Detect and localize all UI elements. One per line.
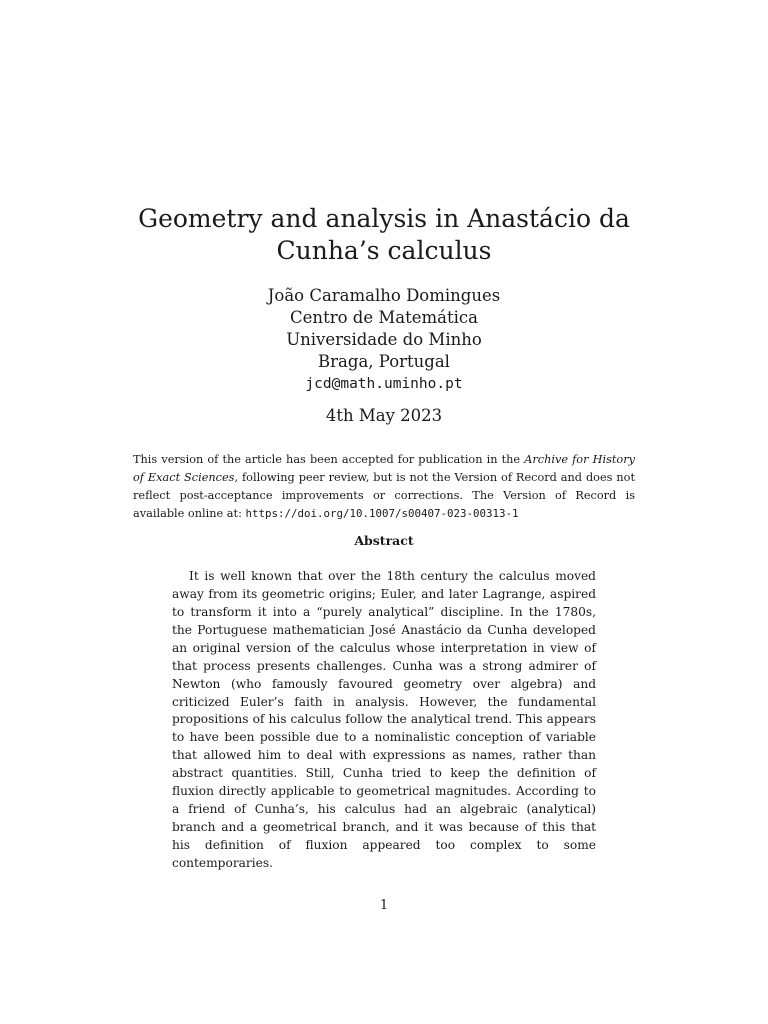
abstract-body: It is well known that over the 18th century the calculus moved away from its geometric origins; Euler, and later Lagrange, aspired to transform it into a “purely analytical” discipline. In the 1780s, the Portuguese mathematician José Anastácio da Cunha developed an original version of the calculus whose interpretation in view of that process presents challenges. Cunha was a strong admirer of Newton (who famously favoured geometry over algebra) and criticized Euler’s faith in analysis. However, the fundamental propositions of his calculus follow the analytical trend. This appears to have been possible due to a nominalistic conception of variable that allowed him to deal with expressions as names, rather than abstract quantities. Still, Cunha tried to keep the definition of fluxion directly applicable to geometrical magnitudes. According to a friend of Cunha’s, his calculus had an algebraic (analytical) branch and a geometrical branch, and it was because of this that his definition of fluxion appeared too complex to some contemporaries.	[172, 569, 596, 870]
version-notice	[133, 451, 635, 523]
author-department: Centro de Matemática	[290, 308, 478, 327]
author-location: Braga, Portugal	[318, 352, 450, 371]
publication-date: 4th May 2023	[325, 406, 443, 425]
notice-text-before: This version of the article has been accepted for publication in the	[133, 453, 525, 467]
author-university: Universidade do Minho	[286, 330, 482, 349]
abstract-heading: Abstract	[354, 533, 414, 548]
author-block	[0, 285, 768, 395]
doi-link[interactable]: https://doi.org/10.1007/s00407-023-00313-1	[245, 507, 519, 521]
author-name: João Caramalho Domingues	[267, 286, 501, 305]
journal-name: Archive for History of Exact Sciences	[133, 453, 635, 485]
author-email: jcd@math.uminho.pt	[305, 376, 463, 392]
title-line-2: Cunha’s calculus	[276, 236, 492, 265]
page-number: 1	[379, 898, 389, 913]
paper-title	[0, 203, 768, 267]
notice-text-after: , following peer review, but is not the Version of Record and does not reflect post-acceptance improvements or corrections. The Version of Record is available online at:	[133, 471, 635, 521]
title-line-1: Geometry and analysis in Anastácio da	[138, 204, 630, 233]
